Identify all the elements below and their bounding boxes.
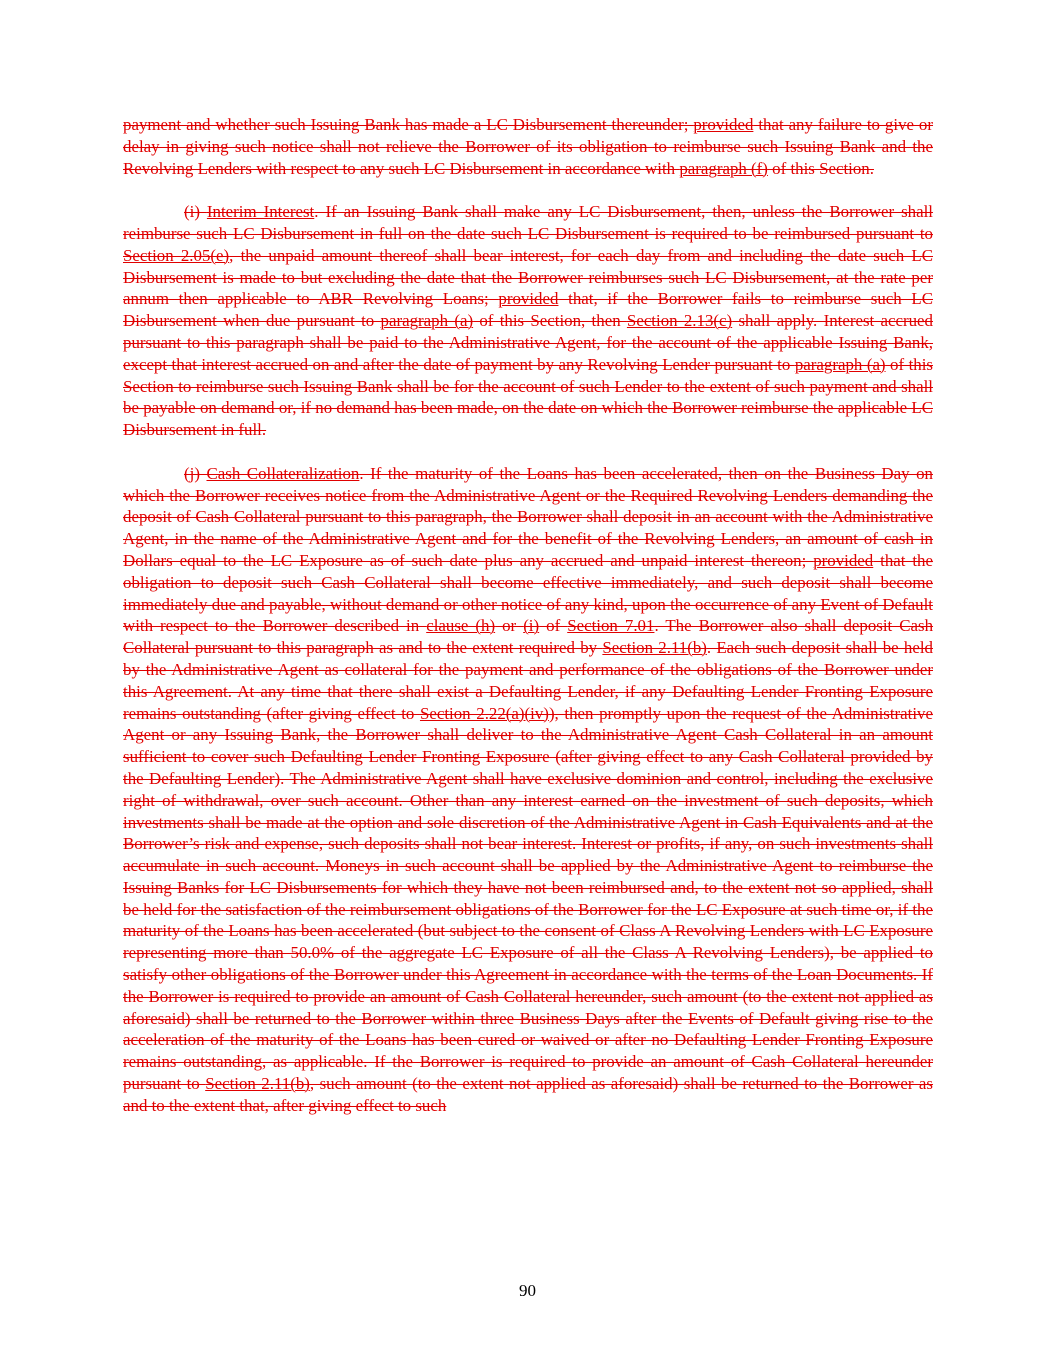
underlined-text-run: Section 2.22(a)(iv) <box>419 703 549 723</box>
text-run: . The Borrower also shall deposit Cash Collateral pursuant to this paragraph as and to the extent required by <box>123 616 934 658</box>
text-run: of this Section to reimburse such Issuing Bank shall be for the account of such Lender to the extent of such payment and shall be payable on demand or, if no demand has been made, on the date on which the Borrower reimburse the applicable LC Disbursement in full. <box>123 354 933 440</box>
paragraph-continuation <box>123 114 933 179</box>
underlined-text-run: Cash Collateralization <box>206 463 360 483</box>
underlined-text-run: clause (h) <box>426 616 496 636</box>
underlined-text-run: provided <box>693 115 754 134</box>
text-run: that, if the Borrower fails to reimburse such LC Disbursement when due pursuant to <box>123 289 933 331</box>
text-run: . If an Issuing Bank shall make any LC Disbursement, then, unless the Borrower shall reimburse such LC Disbursement in full on the date such LC Disbursement is required to be reimbursed pursuant to <box>123 202 933 243</box>
text-run: (i) <box>184 202 207 222</box>
text-run: of this Section, then <box>473 311 627 331</box>
underlined-text-run: Section 2.05(e) <box>123 245 230 265</box>
page-number: 90 <box>519 1281 536 1300</box>
text-run: of <box>539 616 568 636</box>
text-run: or <box>495 616 524 636</box>
underlined-text-run: Section 2.11(b) <box>602 638 707 658</box>
text-run: that the obligation to deposit such Cash Collateral shall become effective immediately, and such deposit shall become immediately due and payable, without demand or other notice of any kind, upon the occurrence of any Event of Default with respect to the Borrower described in <box>123 550 933 636</box>
underlined-text-run: (i) <box>523 616 540 636</box>
underlined-text-run: paragraph (a) <box>380 311 474 331</box>
paragraph-i-interim-interest <box>123 201 933 441</box>
underlined-text-run: provided <box>498 289 559 309</box>
underlined-text-run: Interim Interest <box>206 202 315 222</box>
text-run: (j) <box>184 463 207 483</box>
underlined-text-run: Section 2.13(c) <box>626 311 733 331</box>
text-run: , the unpaid amount thereof shall bear interest, for each day from and including the date such LC Disbursement is made to but excluding the date that the Borrower reimburses such LC Disbursement, at the rate per annum then applicable to ABR Revolving Loans; <box>123 245 933 309</box>
underlined-text-run: Section 2.11(b) <box>205 1074 310 1094</box>
text-run: that any failure to give or delay in giving such notice shall not relieve the Borrower of its obligation to reimburse such Issuing Bank and the Revolving Lenders with respect to any such LC Disbursement in accordance with <box>123 115 934 178</box>
text-run: shall apply. Interest accrued pursuant to this paragraph shall be paid to the Administrative Agent, for the account of the applicable Issuing Bank, except that interest accrued on and after the date of payment by any Revolving Lender pursuant to <box>123 311 933 374</box>
document-body <box>123 114 933 1138</box>
text-run: , such amount (to the extent not applied as aforesaid) shall be returned to the Borrower as and to the extent that, after giving effect to such <box>123 1074 933 1115</box>
underlined-text-run: provided <box>813 550 874 570</box>
text-run: payment and whether such Issuing Bank has made a LC Disbursement thereunder; <box>123 115 694 134</box>
text-run: . Each such deposit shall be held by the Administrative Agent as collateral for the payment and performance of the obligations of the Borrower under this Agreement. At any time that there shall exist a Defaulting Lender, if any Defaulting Lender Fronting Exposure remains outstanding (after giving effect to <box>123 638 933 723</box>
underlined-text-run: paragraph (a) <box>794 354 886 374</box>
underlined-text-run: paragraph (f) <box>679 158 768 178</box>
text-run: . If the maturity of the Loans has been accelerated, then on the Business Day on which the Borrower receives notice from the Administrative Agent or the Required Revolving Lenders demanding the deposit of Cash Collateral pursuant to this paragraph, the Borrower shall deposit in an account with the Administrative Agent, in the name of the Administrative Agent and for the benefit of the Revolving Lenders, an amount of cash in Dollars equal to the LC Exposure as of such date plus any accrued and unpaid interest thereon; <box>123 463 933 570</box>
paragraph-j-cash-collateralization <box>123 463 933 1117</box>
text-run: of this Section. <box>767 158 874 178</box>
text-run: ), then promptly upon the request of the Administrative Agent or any Issuing Bank, the Borrower shall deliver to the Administrative Agent Cash Collateral in an amount sufficient to cover such Defaulting Lender Fronting Exposure (after giving effect to any Cash Collateral provided by the Defaulting Lender). The Administrative Agent shall have exclusive dominion and control, including the exclusive right of withdrawal, over such account. Other than any interest earned on the investment of such deposits, which investments shall be made at the option and sole discretion of the Administrative Agent in Cash Equivalents and at the Borrower’s risk and expense, such deposits shall not bear interest. Interest or profits, if any, on such investments shall accumulate in such account. Moneys in such account shall be applied by the Administrative Agent to reimburse the Issuing Banks for LC Disbursements for which they have not been reimbursed and, to the extent not so applied, shall be held for the satisfaction of the reimbursement obligations of the Borrower for the LC Exposure at such time or, if the maturity of the Loans has been accelerated (but subject to the consent of Class A Revolving Lenders with LC Exposure representing more than 50.0% of the aggregate LC Exposure of all the Class A Revolving Lenders), be applied to satisfy other obligations of the Borrower under this Agreement in accordance with the terms of the Loan Documents. If the Borrower is required to provide an amount of Cash Collateral hereunder, such amount (to the extent not applied as aforesaid) shall be returned to the Borrower within three Business Days after the Events of Default giving rise to the acceleration of the maturity of the Loans has been cured or waived or after no Defaulting Lender Fronting Exposure remains outstanding, as applicable. If the Borrower is required to provide an amount of Cash Collateral hereunder pursuant to <box>123 703 933 1094</box>
underlined-text-run: Section 7.01 <box>567 616 655 636</box>
